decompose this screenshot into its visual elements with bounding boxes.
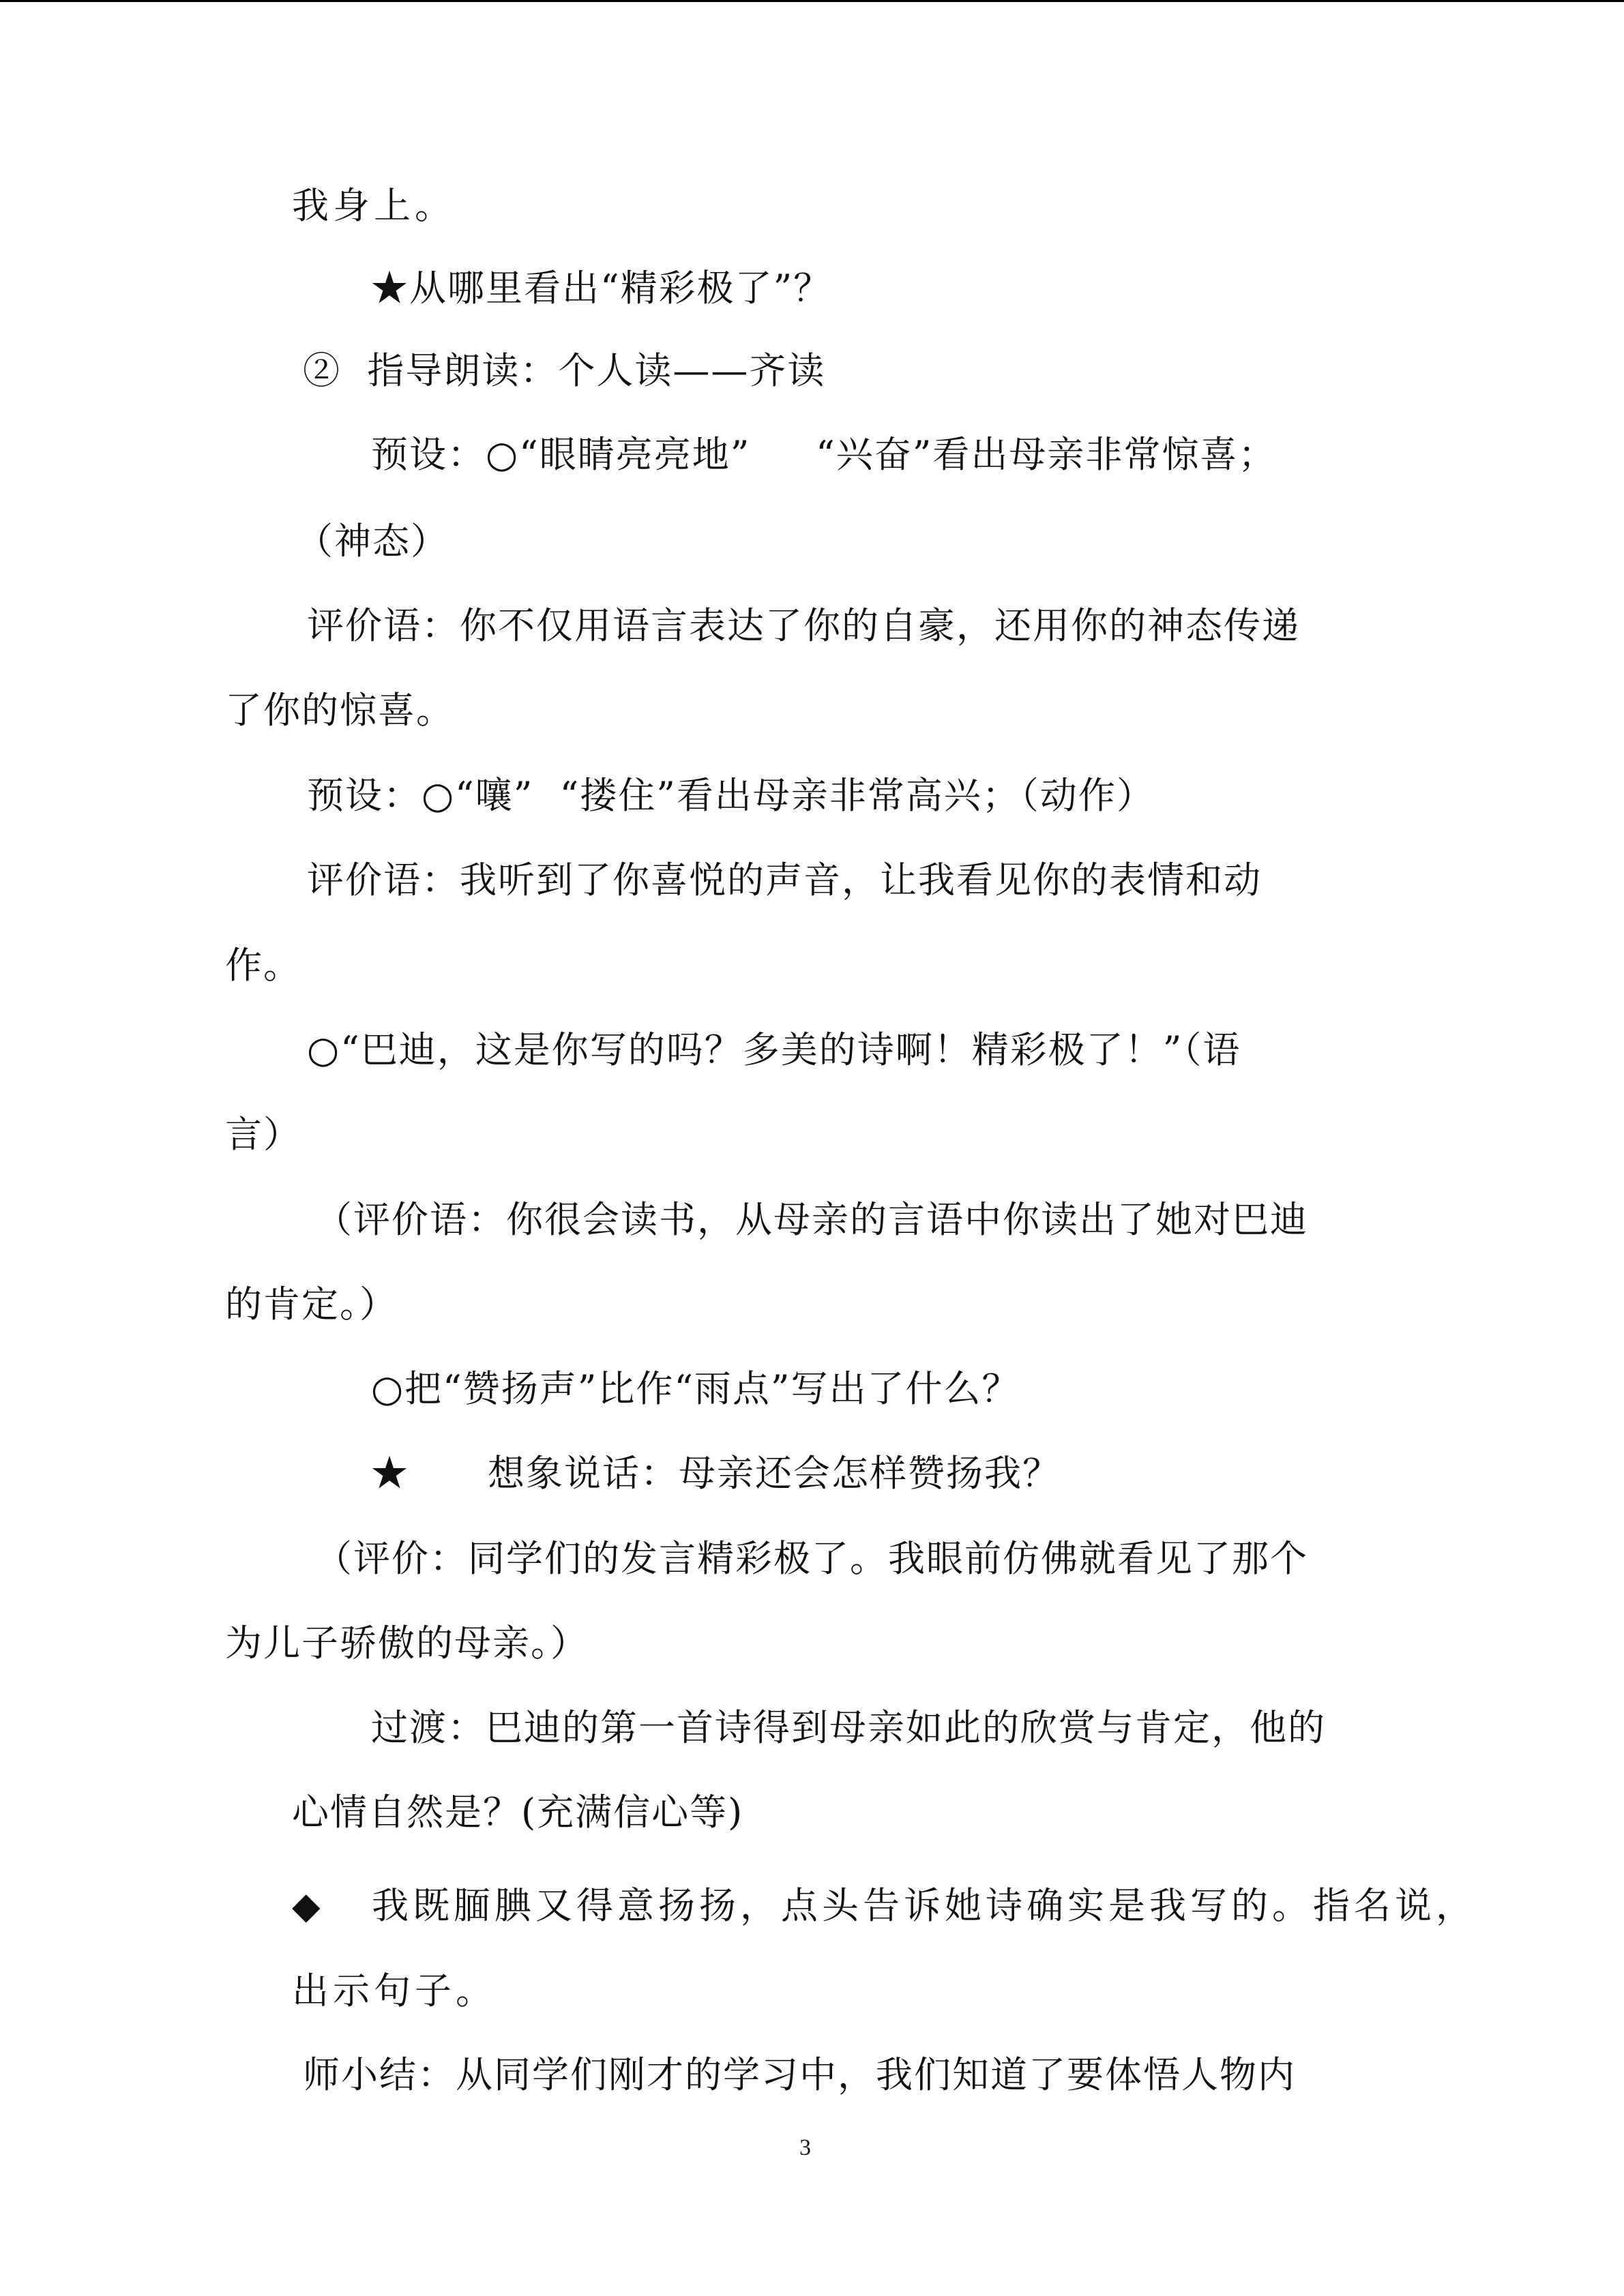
text-line-17: （评价：同学们的发言精彩极了。我眼前仿佛就看见了那个 xyxy=(315,1537,1308,1580)
text-line-22: 出示句子。 xyxy=(292,1969,497,2012)
text-line-11: ○“巴迪，这是你写的吗？多美的诗啊！精彩极了！”（语 xyxy=(307,1028,1241,1071)
text-line-9: 评价语：我听到了你喜悦的声音，让我看见你的表情和动 xyxy=(307,859,1262,901)
text-line-12: 言） xyxy=(225,1113,301,1156)
text-line-23: 师小结：从同学们刚才的学习中，我们知道了要体悟人物内 xyxy=(303,2053,1296,2096)
text-line-2: ★从哪里看出“精彩极了”？ xyxy=(371,267,832,310)
text-line-16: ★ 想象说话：母亲还会怎样赞扬我？ xyxy=(371,1452,1061,1495)
text-line-1: 我身上。 xyxy=(292,184,456,227)
text-line-20: 心情自然是？(充满信心等) xyxy=(292,1791,744,1834)
text-line-7: 了你的惊喜。 xyxy=(225,689,454,732)
text-line-3: ② 指导朗读：个人读——齐读 xyxy=(303,349,826,392)
page-number: 3 xyxy=(799,2135,811,2160)
text-line-18: 为儿子骄傲的母亲。） xyxy=(225,1622,589,1665)
text-line-15: ○把“赞扬声”比作“雨点”写出了什么？ xyxy=(371,1367,1020,1410)
text-line-5: （神态） xyxy=(296,520,449,563)
text-line-10: 作。 xyxy=(225,944,301,987)
text-line-13: （评价语：你很会读书，从母亲的言语中你读出了她对巴迪 xyxy=(315,1198,1308,1241)
text-line-14: 的肯定。） xyxy=(225,1283,398,1326)
top-border-rule xyxy=(0,0,1624,2)
text-line-6: 评价语：你不仅用语言表达了你的自豪，还用你的神态传递 xyxy=(307,604,1300,647)
text-line-8: 预设：○“嚷” “搂住”看出母亲非常高兴；（动作） xyxy=(307,774,1155,817)
text-line-4: 预设：○“眼睛亮亮地” “兴奋”看出母亲非常惊喜； xyxy=(371,433,1277,476)
text-line-19: 过渡：巴迪的第一首诗得到母亲如此的欣赏与肯定，他的 xyxy=(371,1706,1326,1749)
text-line-21: ◆ 我既腼腆又得意扬扬，点头告诉她诗确实是我写的。指名说， xyxy=(292,1884,1477,1927)
